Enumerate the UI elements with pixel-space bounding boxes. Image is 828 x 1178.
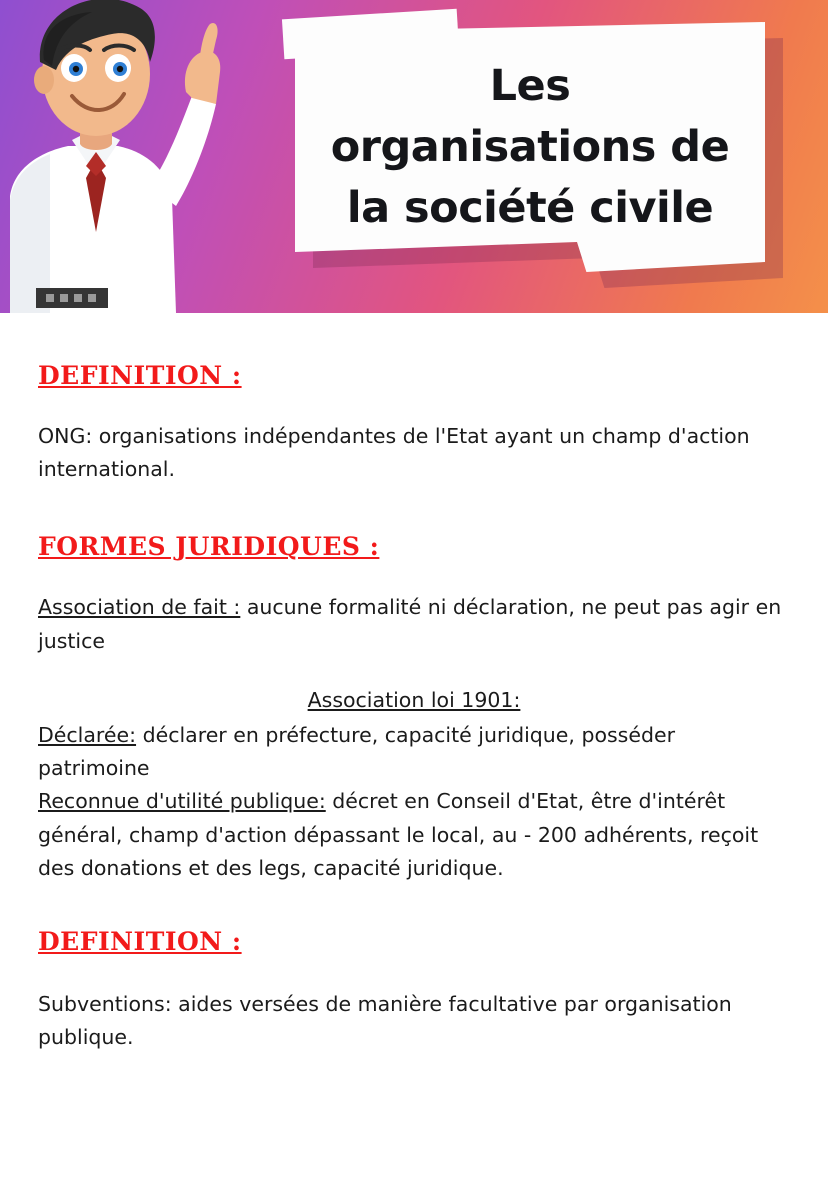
text-declaree: déclarer en préfecture, capacité juridique, posséder patrimoine bbox=[38, 723, 676, 781]
text-association-de-fait: aucune formalité ni déclaration, ne peut pas agir en justice bbox=[38, 595, 782, 653]
header-banner bbox=[0, 0, 828, 313]
paragraph-ong: ONG: organisations indépendantes de l'Etat ayant un champ d'action international. bbox=[38, 424, 750, 482]
label-declaree: Déclarée: bbox=[38, 723, 137, 748]
subtitle-association-loi-1901 bbox=[38, 658, 790, 717]
heading-formes-juridiques: FORMES JURIDIQUES : bbox=[38, 532, 380, 562]
banner-title bbox=[295, 56, 765, 239]
paragraph-declaree bbox=[38, 717, 790, 785]
subtitle-association-loi-1901-text: Association loi 1901: bbox=[307, 687, 521, 712]
character-illustration bbox=[0, 0, 260, 313]
banner-title-line-2: organisations de bbox=[330, 122, 730, 173]
heading-definition-1: DEFINITION : bbox=[38, 361, 242, 390]
paragraph-subventions: Subventions: aides versées de manière facultative par organisation publique. bbox=[38, 992, 732, 1050]
text-reconnue-utilite-publique: décret en Conseil d'Etat, être d'intérêt général, champ d'action dépassant le local, au - 200 adhérents, reçoit des donations et des legs, capacité juridique. bbox=[38, 789, 759, 880]
label-association-de-fait: Association de fait : bbox=[38, 595, 241, 620]
heading-definition-2: DEFINITION : bbox=[38, 927, 242, 957]
title-card bbox=[295, 22, 775, 284]
paragraph-association-de-fait bbox=[38, 561, 790, 657]
document-body bbox=[0, 313, 828, 1054]
paragraph-reconnue-utilite-publique bbox=[38, 785, 790, 885]
banner-title-line-3: la société civile bbox=[346, 183, 714, 234]
label-reconnue-utilite-publique: Reconnue d'utilité publique: bbox=[38, 789, 326, 814]
banner-title-line-1: Les bbox=[489, 61, 571, 111]
